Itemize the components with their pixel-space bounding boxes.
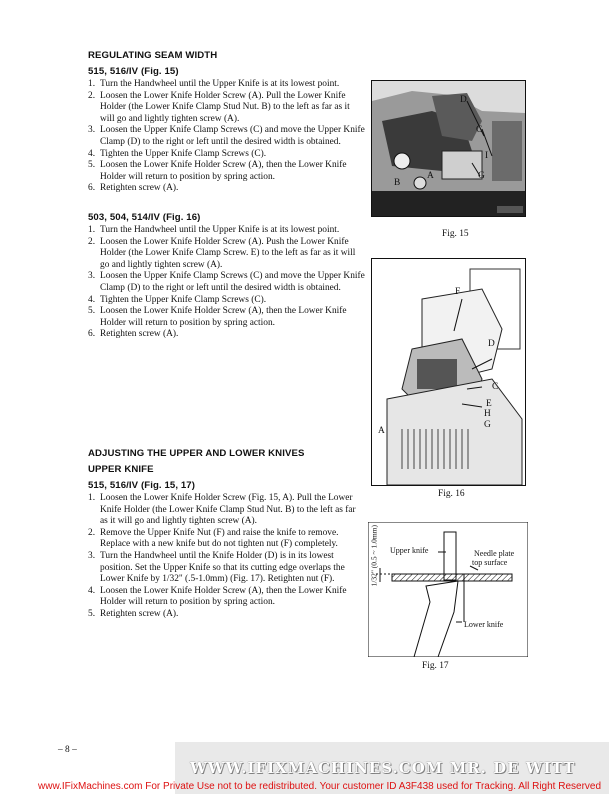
fig17-dimension-inch: 1/32" (369, 570, 379, 587)
section-heading: REGULATING SEAM WIDTH (88, 50, 218, 61)
step-text: Retighten screw (A). (100, 608, 179, 619)
fig17-needle-plate-label: Needle plate (474, 549, 515, 558)
step-item (88, 225, 366, 237)
step-text: Remove the Upper Knife Nut (F) and raise the knife to remove. Replace with a new knife but do not tighten nut (F) completely. (100, 527, 339, 550)
step-number: 6. (88, 329, 96, 340)
step-text: Loosen the Lower Knife Holder Screw (A). Pull the Lower Knife Holder (the Lower Knife Clamp Stud Nut. B) to the left as far as it will go and lightly tighten screw (A). (100, 90, 350, 124)
step-item (88, 79, 366, 91)
step-text: Loosen the Lower Knife Holder Screw (A), then the Lower Knife Holder will return to position by spring action. (100, 306, 347, 328)
step-list (88, 79, 366, 195)
step-item (88, 125, 366, 148)
step-item (88, 329, 366, 341)
step-item (88, 91, 366, 126)
subsection-heading: UPPER KNIFE (88, 464, 154, 475)
step-item (88, 295, 366, 307)
step-number: 5. (88, 306, 96, 317)
step-text: Tighten the Upper Knife Clamp Screws (C). (100, 148, 267, 159)
step-number: 3. (88, 125, 96, 136)
fig17-needle-plate-label: top surface (472, 558, 508, 567)
step-item (88, 551, 364, 586)
step-number: 2. (88, 527, 96, 538)
step-item (88, 160, 366, 183)
model-subheading: 515, 516/IV (Fig. 15) (88, 66, 179, 77)
fig17-lower-knife-label: Lower knife (464, 620, 504, 629)
step-text: Loosen the Lower Knife Holder Screw (Fig. 15, A). Pull the Lower Knife Holder (the Lower Knife Clamp Stud Nut. B) to the left as far as it will go and lightly tighten screw (A). (100, 493, 356, 527)
fig-label: D (488, 339, 495, 349)
fig-label: H (484, 409, 491, 419)
step-number: 5. (88, 608, 96, 619)
fig-label: B (394, 178, 401, 188)
step-number: 2. (88, 236, 96, 247)
fig-label: C (476, 125, 483, 135)
step-text: Loosen the Upper Knife Clamp Screws (C) and move the Upper Knife Clamp (D) to the right or left until the desired width is obtained. (100, 125, 365, 147)
step-text: Loosen the Lower Knife Holder Screw (A), then the Lower Knife Holder will return to position by spring action. (100, 585, 347, 608)
step-number: 4. (88, 585, 96, 596)
knife-overlap-diagram (368, 522, 528, 657)
fig-label: A (378, 426, 385, 436)
step-list (88, 493, 364, 621)
figure-caption: Fig. 15 (442, 229, 469, 239)
fig17-diagram (368, 522, 528, 657)
fig-label: G (478, 171, 485, 181)
step-number: 3. (88, 271, 96, 282)
step-text: Loosen the Lower Knife Holder Screw (A). Push the Lower Knife Holder (the Lower Knife Clamp Screw. E) to the left as far as it will go and lightly tighten screw (A). (100, 236, 356, 270)
section-heading: ADJUSTING THE UPPER AND LOWER KNIVES (88, 448, 305, 459)
step-number: 1. (88, 493, 96, 503)
fig17-upper-knife-label: Upper knife (390, 546, 429, 555)
machine-knife-drawing (372, 81, 525, 216)
step-number: 1. (88, 79, 96, 89)
step-number: 2. (88, 90, 96, 101)
watermark-banner: WWW.IFIXMACHINES.COM MR. DE WITT (190, 759, 576, 777)
step-item (88, 237, 366, 272)
step-text: Loosen the Upper Knife Clamp Screws (C) and move the Upper Knife Clamp (D) to the right or left until the desired width is obtained. (100, 271, 365, 293)
step-item (88, 306, 366, 329)
step-text: Turn the Handwheel until the Upper Knife is at its lowest point. (100, 225, 340, 235)
step-number: 4. (88, 148, 96, 159)
fig-label: A (427, 171, 434, 181)
step-text: Turn the Handwheel until the Upper Knife is at its lowest point. (100, 79, 340, 89)
fig-label: D (460, 95, 467, 105)
step-number: 6. (88, 183, 96, 194)
fig15-illustration (371, 80, 526, 217)
step-text: Retighten screw (A). (100, 183, 179, 194)
step-text: Loosen the Lower Knife Holder Screw (A), then the Lower Knife Holder will return to position by spring action. (100, 160, 347, 182)
model-subheading: 503, 504, 514/IV (Fig. 16) (88, 212, 201, 223)
step-item (88, 149, 366, 161)
fig-label: C (492, 382, 499, 392)
fig17-dimension-mm: (0.5 ~ 1.0mm) (369, 524, 379, 569)
step-item (88, 183, 366, 195)
step-item (88, 271, 366, 294)
step-text: Tighten the Upper Knife Clamp Screws (C). (100, 294, 267, 305)
fig17-dimension (369, 524, 379, 587)
step-number: 5. (88, 160, 96, 171)
step-item (88, 586, 364, 609)
step-item (88, 609, 364, 621)
page-number: – 8 – (58, 745, 77, 755)
footer-link-text: www.IFixMachines.com For Private Use not to be redistributed. Your customer ID A3F438 used for Tracking. All Right Reserved (38, 781, 602, 792)
step-text: Turn the Handwheel until the Knife Holder (D) is in its lowest position. Set the Upper Knife so that its cutting edge overlaps the Lower Knife by 1/32" (.5-1.0mm) (Fig. 17). Retighten nut (F). (100, 550, 345, 585)
machine-knife-drawing (372, 259, 525, 485)
fig-label: G (484, 420, 491, 430)
fig16-illustration (371, 258, 526, 486)
figure-caption: Fig. 16 (438, 489, 465, 499)
fig-label: E (486, 399, 492, 409)
fig-label: F (455, 287, 461, 297)
step-item (88, 493, 364, 528)
model-subheading: 515, 516/IV (Fig. 15, 17) (88, 480, 196, 491)
step-text: Retighten screw (A). (100, 329, 179, 340)
fig-label: I (485, 151, 489, 161)
step-item (88, 528, 364, 551)
step-number: 4. (88, 294, 96, 305)
figure-caption: Fig. 17 (422, 661, 449, 671)
step-number: 1. (88, 225, 96, 235)
step-list (88, 225, 366, 341)
step-number: 3. (88, 550, 96, 561)
